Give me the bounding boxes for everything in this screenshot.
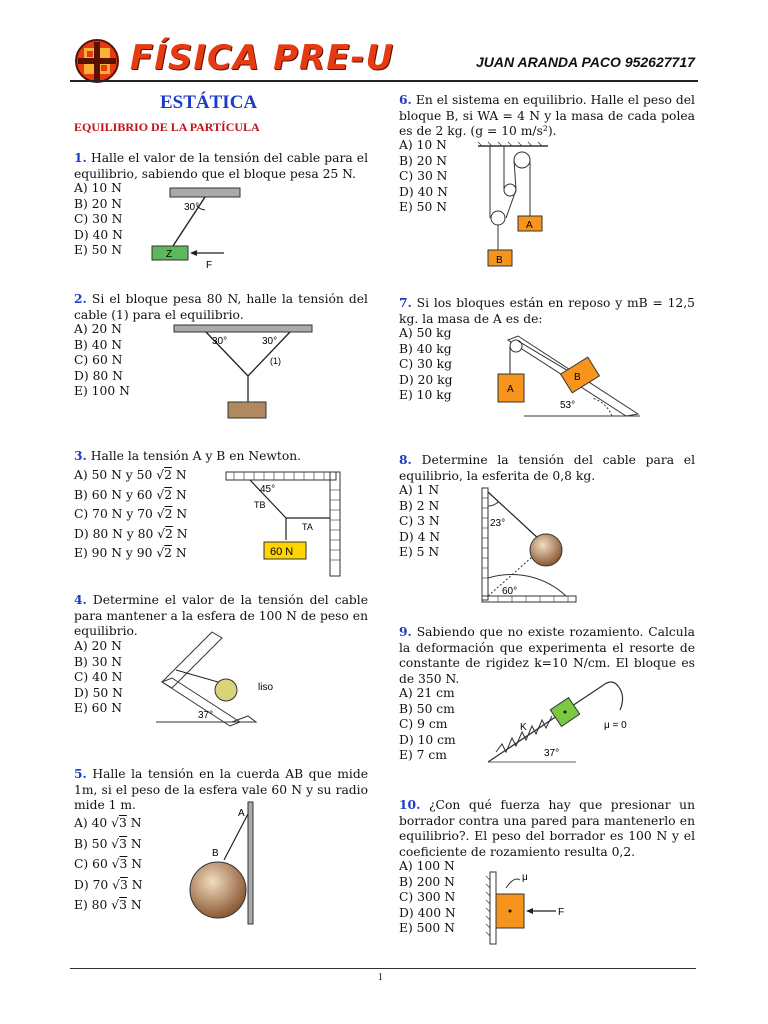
question-3	[74, 448, 301, 465]
question-text: ¿Con qué fuerza hay que presionar un borrador contra una pared para mantenerlo en equilibrio?. El peso del borrador es 100 N y el coeficiente de rozamiento resulta 0,2.	[399, 798, 695, 859]
option-unit: N	[131, 857, 143, 871]
option-unit: N	[176, 526, 188, 541]
option-b: B) 50 cm	[399, 701, 455, 716]
option-a: A) 20 N	[74, 639, 122, 653]
option-c: C) 30 N	[399, 169, 448, 184]
question-text: Si el bloque pesa 80 N, halle la tensión del cable (1) para el equilibrio.	[74, 292, 368, 322]
question-10	[399, 797, 695, 860]
option-text: A) 50 N y 50	[74, 468, 153, 482]
option-d: D) 40 N	[399, 184, 448, 199]
option-unit: N	[130, 836, 142, 851]
option-a: A) 40 √3 N	[74, 816, 142, 830]
option-c: C) 30 kg	[399, 357, 452, 372]
option-e: E) 60 N	[74, 701, 122, 716]
friction-label: μ = 0	[604, 720, 627, 731]
force-label: F	[558, 907, 565, 918]
diagram-5	[186, 800, 266, 926]
option-b: B) 40 N	[74, 337, 123, 352]
option-d: D) 20 kg	[399, 372, 453, 387]
smooth-label: liso	[258, 682, 274, 693]
angle-label: 60°	[502, 586, 518, 597]
diagram-3	[224, 470, 346, 578]
angle-label: 30°	[262, 336, 278, 347]
option-a: A) 20 N	[74, 322, 122, 336]
question-number: 10.	[399, 797, 421, 812]
option-e: E) 50 N	[74, 243, 122, 258]
question-number: 5.	[74, 766, 87, 781]
options-9	[399, 686, 456, 764]
option-unit: N	[175, 487, 187, 502]
options-6	[399, 138, 448, 216]
logo-icon	[74, 38, 120, 84]
option-a: A) 50 N y 50 √2 N	[74, 468, 187, 482]
options-3	[74, 466, 188, 564]
option-e: E) 100 N	[74, 384, 130, 399]
option-b: B) 60 N y 60 √2 N	[74, 487, 187, 502]
option-a: A) 10 N	[399, 138, 447, 152]
root-value: 2	[164, 507, 173, 521]
option-d: D) 40 N	[74, 227, 123, 242]
option-text: C) 70 N y 70	[74, 507, 153, 521]
page-number: 1	[378, 972, 383, 983]
root-value: 3	[118, 816, 127, 830]
root-value: 3	[119, 857, 128, 871]
spring-label: K	[520, 722, 527, 733]
option-b: B) 20 N	[399, 153, 448, 168]
angle-label: 37°	[198, 710, 214, 721]
section-subtitle: EQUILIBRIO DE LA PARTÍCULA	[74, 120, 260, 134]
root-value: 2	[165, 526, 173, 541]
block-b-label: B	[496, 255, 503, 266]
header-divider	[70, 80, 698, 82]
block-label: Z	[166, 249, 173, 260]
option-a: A) 21 cm	[399, 686, 455, 700]
option-unit: N	[175, 546, 187, 560]
question-6	[399, 92, 695, 140]
block-a-label: A	[526, 220, 533, 231]
cable-label: (1)	[270, 356, 281, 366]
diagram-1	[140, 184, 250, 270]
option-b: B) 50 √3 N	[74, 836, 142, 851]
option-a: A) 1 N	[399, 483, 440, 497]
force-label: F	[206, 260, 213, 271]
root-value: 2	[164, 546, 172, 560]
header-author: JUAN ARANDA PACO 952627717	[476, 54, 695, 70]
options-2	[74, 322, 130, 400]
root-value: 3	[119, 898, 127, 912]
question-number: 6.	[399, 92, 412, 107]
option-e: E) 80 √3 N	[74, 898, 142, 912]
question-text: Determine el valor de la tensión del cable para mantener a la esfera de 100 N de peso en equilibrio.	[74, 593, 368, 639]
tension-a-label: TA	[302, 522, 313, 532]
diagram-4	[152, 630, 274, 730]
option-c: C) 300 N	[399, 890, 456, 905]
point-a-label: A	[238, 808, 245, 819]
options-4	[74, 639, 123, 717]
question-number: 3.	[74, 448, 87, 463]
question-number: 2.	[74, 291, 87, 306]
option-unit: N	[176, 507, 188, 521]
option-a: A) 10 N	[74, 181, 122, 195]
question-number: 9.	[399, 624, 412, 639]
option-d: D) 80 N y 80 √2 N	[74, 526, 188, 541]
option-unit: N	[130, 898, 142, 912]
option-e: E) 5 N	[399, 545, 440, 560]
footer-divider	[70, 968, 696, 969]
question-7	[399, 295, 695, 327]
header-title: FÍSICA PRE-U	[130, 38, 395, 78]
angle-label: 30°	[212, 336, 228, 347]
option-text: B) 50	[74, 836, 108, 851]
option-d: D) 10 cm	[399, 732, 456, 747]
angle-label: 37°	[544, 748, 560, 759]
diagram-6	[474, 142, 554, 270]
options-10	[399, 859, 456, 937]
diagram-8	[478, 486, 578, 606]
option-a: A) 100 N	[399, 859, 455, 873]
option-b: B) 2 N	[399, 498, 440, 513]
question-text: En el sistema en equilibrio. Halle el peso del bloque B, si WA = 4 N y la masa de cada polea es de 2 kg. (g = 10 m/s²).	[399, 93, 695, 139]
option-e: E) 90 N y 90 √2 N	[74, 546, 187, 560]
option-b: B) 20 N	[74, 196, 123, 211]
angle-label: 53°	[560, 400, 576, 411]
option-text: A) 40	[74, 816, 108, 830]
option-d: D) 400 N	[399, 905, 456, 920]
question-text: Si los bloques están en reposo y mB = 12,5 kg. la masa de A es de:	[399, 296, 695, 326]
option-unit: N	[175, 468, 187, 482]
option-e: E) 10 kg	[399, 388, 452, 403]
diagram-2	[170, 322, 316, 422]
question-number: 1.	[74, 150, 87, 165]
question-1	[74, 150, 368, 182]
options-8	[399, 483, 440, 561]
option-text: C) 60	[74, 857, 108, 871]
option-b: B) 200 N	[399, 874, 455, 889]
block-label: 60 N	[270, 546, 294, 558]
option-c: C) 40 N	[74, 670, 123, 685]
block-a-label: A	[507, 384, 514, 395]
options-7	[399, 326, 452, 404]
angle-label: 30°	[184, 202, 200, 213]
option-text: D) 80 N y 80	[74, 526, 154, 541]
option-c: C) 9 cm	[399, 717, 448, 732]
option-c: C) 3 N	[399, 514, 440, 529]
tension-b-label: TB	[254, 500, 266, 510]
option-a: A) 50 kg	[399, 326, 452, 340]
options-1	[74, 181, 123, 259]
angle-label: 23°	[490, 518, 506, 529]
option-c: C) 70 N y 70 √2 N	[74, 507, 188, 521]
question-text: Halle la tensión en la cuerda AB que mide 1m, si el peso de la esfera vale 60 N y su radio mide 1 m.	[74, 767, 368, 813]
root-value: 3	[119, 877, 128, 892]
question-number: 8.	[399, 452, 412, 467]
section-title: ESTÁTICA	[160, 92, 258, 113]
friction-label: μ	[522, 872, 528, 883]
option-d: D) 80 N	[74, 368, 123, 383]
question-text: Sabiendo que no existe rozamiento. Calcula la deformación que experimenta el resorte de constante de rigidez k=10 N/cm. El bloque es de 350 N.	[399, 625, 695, 686]
root-value: 2	[164, 487, 173, 502]
option-text: D) 70	[74, 877, 109, 892]
diagram-7	[494, 330, 642, 422]
root-value: 2	[164, 468, 172, 482]
question-text: Halle la tensión A y B en Newton.	[90, 449, 302, 463]
question-text: Determine la tensión del cable para el equilibrio, la esferita de 0,8 kg.	[399, 453, 695, 483]
option-d: D) 50 N	[74, 685, 123, 700]
option-d: D) 4 N	[399, 529, 441, 544]
diagram-9	[484, 676, 650, 768]
option-text: E) 90 N y 90	[74, 546, 153, 560]
option-c: C) 60 √3 N	[74, 857, 143, 871]
root-value: 3	[119, 836, 127, 851]
question-text: Halle el valor de la tensión del cable para el equilibrio, sabiendo que el bloque pesa 25 N.	[74, 151, 368, 181]
option-e: E) 500 N	[399, 921, 455, 936]
option-text: E) 80	[74, 898, 108, 912]
option-d: D) 70 √3 N	[74, 877, 143, 892]
block-b-label: B	[574, 372, 581, 383]
angle-label: 45°	[260, 484, 276, 495]
option-unit: N	[131, 877, 143, 892]
question-2	[74, 291, 368, 323]
option-unit: N	[130, 816, 142, 830]
question-8	[399, 452, 695, 484]
option-text: B) 60 N y 60	[74, 487, 153, 502]
question-number: 7.	[399, 295, 412, 310]
option-b: B) 30 N	[74, 654, 123, 669]
point-b-label: B	[212, 848, 219, 859]
option-b: B) 40 kg	[399, 341, 452, 356]
option-c: C) 60 N	[74, 353, 123, 368]
option-c: C) 30 N	[74, 212, 123, 227]
question-number: 4.	[74, 592, 87, 607]
options-5	[74, 813, 142, 916]
option-e: E) 7 cm	[399, 748, 447, 763]
diagram-10	[484, 866, 574, 946]
option-e: E) 50 N	[399, 200, 447, 215]
